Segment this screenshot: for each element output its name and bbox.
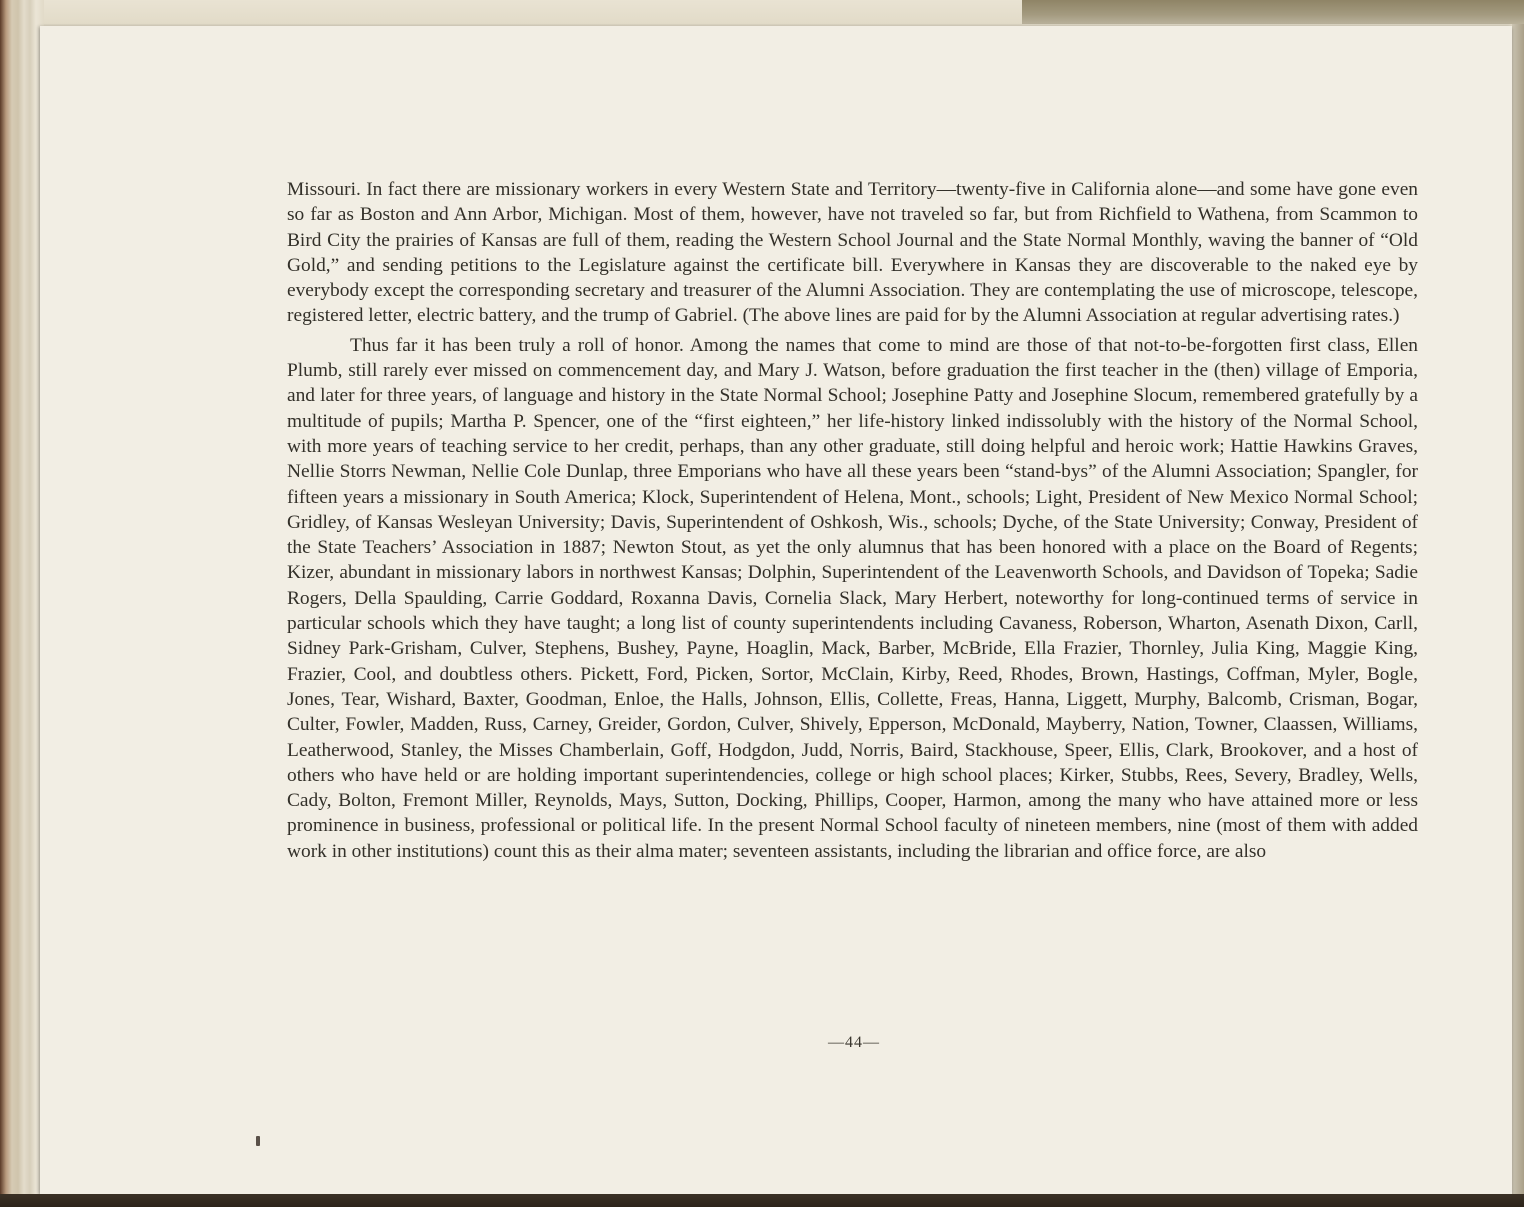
paragraph-2: Thus far it has been truly a roll of honor. Among the names that come to mind are those of that not-to-be-forgotten first class, Ellen Plumb, still rarely ever missed on commencement day, and Mary J. Watson, before graduation the first teacher in the (then) village of Emporia, and later for three years, of language and history in the State Normal School; Josephine Patty and Josephine Slocum, remembered gratefully by a multitude of pupils; Martha P. Spencer, one of the “first eighteen,” her life-history linked indissolubly with the history of the Normal School, with more years of teaching service to her credit, perhaps, than any other graduate, still doing helpful and heroic work; Hattie Hawkins Graves, Nellie Storrs Newman, Nellie Cole Dunlap, three Emporians who have all these years been “stand-bys” of the Alumni Association; Spangler, for fifteen years a missionary in South America; Klock, Superintendent of Helena, Mont., schools; Light, President of New Mexico Normal School; Gridley, of Kansas Wesleyan University; Davis, Superintendent of Oshkosh, Wis., schools; Dyche, of the State University; Conway, President of the State Teachers’ Association in 1887; Newton Stout, as yet the only alumnus that has been honored with a place on the Board of Regents; Kizer, abundant in missionary labors in northwest Kansas; Dolphin, Superintendent of the Leavenworth Schools, and Davidson of Topeka; Sadie Rogers, Della Spaulding, Carrie Goddard, Roxanna Davis, Cornelia Slack, Mary Herbert, noteworthy for long-continued terms of service in particular schools which they have taught; a long list of county superintendents including Cavaness, Roberson, Wharton, Asenath Dixon, Carll, Sidney Park-Grisham, Culver, Stephens, Bushey, Payne, Hoaglin, Mack, Barber, McBride, Ella Frazier, Thornley, Julia King, Maggie King, Frazier, Cool, and doubtless others. Pickett, Ford, Picken, Sortor, McClain, Kirby, Reed, Rhodes, Brown, Hastings, Coffman, Myler, Bogle, Jones, Tear, Wishard, Baxter, Goodman, Enloe, the Halls, Johnson, Ellis, Collette, Freas, Hanna, Liggett, Murphy, Balcomb, Crisman, Bogar, Culter, Fowler, Madden, Russ, Carney, Greider, Gordon, Culver, Shively, Epperson, McDonald, Mayberry, Nation, Towner, Claassen, Williams, Leatherwood, Stanley, the Misses Chamberlain, Goff, Hodgdon, Judd, Norris, Baird, Stackhouse, Speer, Ellis, Clark, Brookover, and a host of others who have held or are holding important superintendencies, college or high school places; Kirker, Stubbs, Rees, Severy, Bradley, Wells, Cady, Bolton, Fremont Miller, Reynolds, Mays, Sutton, Docking, Phillips, Cooper, Harmon, among the many who have attained more or less prominence in business, professional or political life. In the present Normal School faculty of nineteen members, nine (most of them with added work in other institutions) count this as their alma mater; seventeen assistants, including the librarian and office force, are also [287, 334, 1418, 862]
bottom-shadow [0, 1194, 1524, 1207]
page-number: —44— [828, 1034, 880, 1051]
right-page-edge [1512, 24, 1524, 1207]
paragraph-1: Missouri. In fact there are missionary workers in every Western State and Territory—twenty-five in California alone—and some have gone even so far as Boston and Ann Arbor, Michigan. Most of them, however, have not traveled so far, but from Richfield to Wathena, from Scammon to Bird City the prairies of Kansas are full of them, reading the Western School Journal and the State Normal Monthly, waving the banner of “Old Gold,” and sending petitions to the Legislature against the certificate bill. Everywhere in Kansas they are discoverable to the naked eye by everybody except the corresponding secretary and treasurer of the Alumni Association. They are contemplating the use of microscope, telescope, registered letter, electric battery, and the trump of Gabriel. (The above lines are paid for by the Alumni Association at regular advertising rates.) [287, 179, 1418, 327]
book-spine [0, 0, 44, 1207]
top-right-cover-edge [1022, 0, 1524, 24]
body-text [287, 177, 1418, 864]
ink-speck [256, 1136, 260, 1146]
